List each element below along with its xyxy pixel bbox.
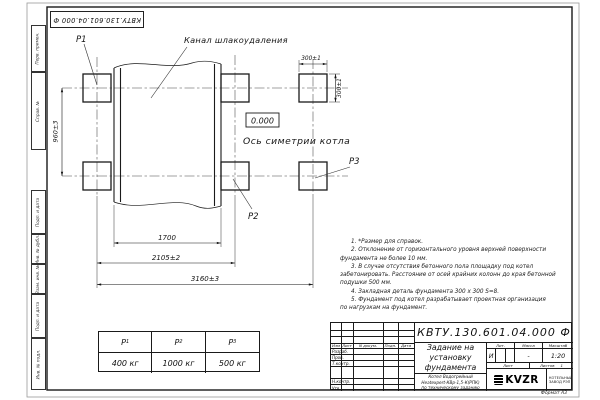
load-table-header-p2: [152, 332, 205, 353]
load-table-header-p3: [206, 332, 259, 353]
product-line: Heatexpert-КВр-1,5-К(РПК): [421, 379, 480, 385]
note-line: 2. Отклонение от горизонтального уровня верхней поверхности: [351, 247, 547, 254]
break-line-top: [114, 61, 221, 68]
margin-box-inv-dubl: [31, 234, 46, 264]
margin-label: Перв. примен.: [36, 32, 42, 65]
sign-row-label: Т.контр.: [332, 360, 350, 366]
margin-box-perv-primen: [31, 25, 46, 72]
header-subscript: 2: [179, 339, 183, 345]
margin-label: Подп. и дата: [36, 197, 41, 227]
product-line: Котел Водогрейный: [428, 374, 473, 380]
channel-label: Канал шлакоудаления: [184, 35, 288, 45]
lit-label: Лит.: [486, 343, 514, 349]
header-subscript: 3: [233, 339, 237, 345]
margin-label: Взам. инв. №: [36, 264, 41, 294]
sign-row-label: Разраб.: [332, 348, 349, 354]
lit-value: И: [486, 349, 495, 363]
margin-label: Инв. № дубл.: [36, 234, 41, 264]
note-line: 4. Закладная деталь фундамента 300 х 300 S=8.: [351, 288, 500, 295]
notes-block: [340, 238, 576, 313]
margin-box-podp-data-1: [31, 190, 46, 234]
dim-2105: 2105±2: [151, 254, 181, 262]
rev-col-podp: Подп.: [384, 343, 397, 348]
load-label-p3: Р3: [349, 157, 360, 167]
format-label: Формат А3: [540, 390, 568, 396]
rev-col-list: Лист: [342, 343, 352, 348]
margin-box-inv-podl: [31, 338, 46, 390]
header-subscript: 1: [125, 339, 130, 345]
note-line: 1. *Размер для справок.: [351, 239, 424, 245]
title-block-doc-number: КВТУ.130.601.04.000 Ф: [414, 323, 573, 343]
break-line-bottom: [114, 202, 221, 208]
kvzr-logo-icon: [494, 375, 503, 385]
dimension-lines: [62, 64, 336, 285]
product-line: по техническому заданию: [421, 385, 480, 391]
leader-lines: [84, 44, 350, 209]
load-table: [98, 331, 260, 372]
sign-row-label: Утв.: [332, 385, 341, 391]
lit-cell-3: [505, 349, 514, 363]
rev-col-izm: Изм: [332, 343, 340, 348]
caption-line: КОТЕЛЬНЫЙ: [549, 375, 573, 380]
dim-300-side: 300±1: [337, 78, 343, 98]
grid-line: [331, 330, 414, 331]
load-label-p2: Р2: [248, 212, 259, 222]
note-line: забетонировать. Расстояние от осей крайних колонн до края бетонной: [340, 272, 556, 279]
elevation-value: 0.000: [251, 116, 274, 126]
note-line: по нагрузкам на фундамент.: [340, 305, 428, 312]
load-table-value-p1: 400 кг: [99, 353, 152, 373]
load-table-value-p2: 1000 кг: [152, 353, 205, 373]
slag-channel: [114, 61, 221, 208]
rev-col-docnum: N докум.: [353, 343, 383, 349]
margin-box-podp-data-2: [31, 294, 46, 338]
load-table-value-p3: 500 кг: [218, 358, 246, 368]
title-block-title: Задание на установку фундамента: [414, 343, 486, 373]
sheet-label: Лист: [486, 363, 529, 369]
note-line: подушки 500 мм.: [340, 280, 392, 287]
margin-label: Инв. № подл.: [36, 349, 41, 379]
scale-label: Масштаб: [542, 343, 573, 349]
dim-3160: 3160±3: [190, 275, 220, 283]
sign-row-blank: [331, 367, 414, 380]
dim-960: 960±3: [51, 120, 60, 143]
mass-label: Масса: [514, 343, 542, 349]
margin-label: Справ. №: [36, 100, 41, 122]
margin-box-vzam-inv: [31, 264, 46, 294]
scale-value: 1:20: [542, 349, 573, 363]
note-line: 3. В случае отсутствия бетонного пола площадку под котел: [351, 263, 534, 270]
header-symbol: Р: [228, 337, 234, 347]
sign-row-utv: [331, 385, 414, 391]
foundation-pads: [83, 74, 327, 190]
note-line: фундамента не более 10 мм.: [340, 255, 428, 262]
sheets-value: 1: [560, 363, 564, 368]
sign-row-label: Пров.: [332, 354, 344, 360]
note-line: 5. Фундамент под котел разрабатывает проектная организация: [351, 297, 546, 304]
sign-row-label: Н.контр.: [332, 379, 351, 384]
title-block-product: [414, 373, 486, 391]
kvzr-logo-text: KVZR: [505, 374, 539, 386]
doc-number-stamp: [50, 11, 144, 28]
sheets-label: Листов: [539, 363, 555, 368]
load-table-header-p1: [99, 332, 152, 353]
dim-300-top: 300±1: [301, 56, 321, 62]
margin-box-sprav-no: [31, 72, 46, 150]
extension-lines: [97, 60, 340, 288]
header-symbol: Р: [174, 337, 180, 347]
title-block: [330, 322, 572, 390]
centerlines: [62, 55, 351, 196]
load-label-p1: Р1: [76, 35, 87, 45]
margin-label: Подп. и дата: [36, 301, 41, 331]
lit-cell-2: [495, 349, 504, 363]
doc-number-stamp-text: КВТУ.130.601.04.000 Ф: [53, 15, 141, 24]
rev-col-data: Дата: [398, 343, 414, 349]
axis-label: Ось симетрии котла: [243, 136, 351, 147]
header-symbol: Р: [121, 337, 126, 347]
grid-line: [331, 336, 414, 337]
kvzr-logo: [486, 369, 546, 391]
mass-value: -: [514, 349, 542, 363]
kvzr-logo-caption: [546, 369, 573, 391]
dim-1700: 1700: [158, 234, 176, 242]
caption-line: ЗАВОД РЭП: [549, 380, 571, 384]
